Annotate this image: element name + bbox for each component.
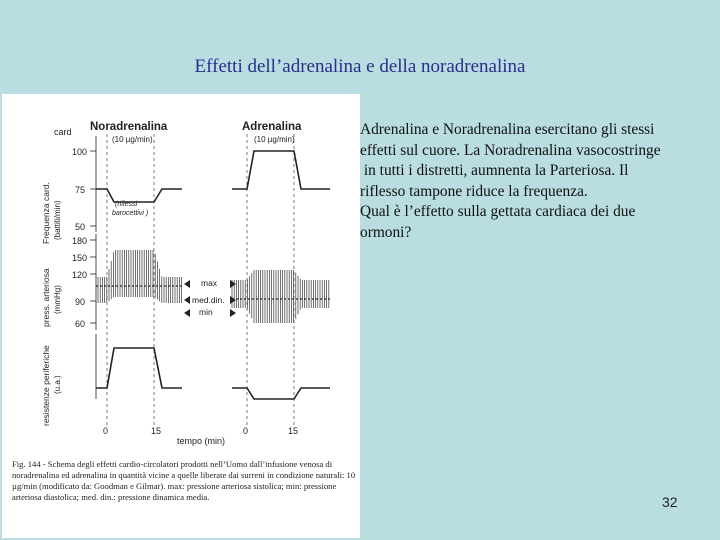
body-line: ormoni? (360, 223, 412, 241)
page-number: 32 (662, 494, 678, 510)
body-line: in tutti i distretti, aumnenta la Parteriosa. Il (360, 162, 629, 179)
body-text (360, 120, 712, 243)
col-adrenalina: Adrenalina (242, 121, 302, 133)
noradrenalina-freq-trace (96, 189, 182, 202)
body-line: effetti sul cuore. La Noradrenalina vasocostringe (360, 141, 661, 159)
x-tick: 15 (151, 426, 162, 436)
freq-tick: 75 (75, 185, 86, 195)
figure-panel (2, 94, 360, 538)
arrow-left-icon (184, 280, 190, 288)
ylabel-press-unit: (mmHg) (53, 285, 62, 314)
figure-caption: Fig. 144 - Schema degli effetti cardio-circolatori prodotti nell’Uomo dall’infusione venosa di noradrenalina ed adrenalina in quantità vicine a quelle liberate dai surreni in condizione naturali: 10 µg/min (modificato da: Goodman e Gilmar). max: pressione arteriosa sistolica; min: pressione arteriosa diastolica; med. din.: pressione dinamica media. (12, 459, 356, 502)
reflex-note-1: (riflessi (115, 201, 138, 208)
press-tick: 150 (72, 253, 88, 263)
x-tick: 15 (288, 426, 299, 436)
arrow-right-icon (230, 296, 236, 304)
ylabel-res: resistenze periferiche (41, 345, 51, 426)
noradrenalina-pressure-oscillation (98, 250, 182, 303)
press-tick: 90 (75, 297, 86, 307)
dose-right: (10 µg/min) (254, 135, 295, 144)
legend-med: med.din. (192, 295, 225, 305)
adrenalina-pressure-oscillation (232, 270, 329, 323)
legend-min: min (199, 307, 213, 317)
legend-max: max (201, 278, 218, 288)
x-axis-label: tempo (min) (177, 436, 226, 446)
noradrenalina-res-trace (96, 348, 182, 388)
ylabel-freq: Frequenza card. (41, 182, 51, 244)
arrow-right-icon (230, 280, 236, 288)
press-tick: 60 (75, 319, 86, 329)
arrow-left-icon (184, 309, 190, 317)
ylabel-freq-unit: (battiti/min) (53, 200, 62, 240)
slide-title: Effetti dell’adrenalina e della noradrenalina (194, 56, 526, 77)
body-line: Qual è l’effetto sulla gettata cardiaca dei due (360, 203, 636, 220)
arrow-right-icon (230, 309, 236, 317)
x-tick: 0 (243, 426, 249, 436)
reflex-note-2: barocettivi ) (112, 210, 149, 217)
col-noradrenalina: Noradrenalina (90, 121, 168, 133)
ylabel-press: press. arteriosa (41, 268, 51, 327)
arrow-left-icon (184, 296, 190, 304)
press-tick: 180 (72, 236, 88, 246)
press-tick: 120 (72, 270, 88, 280)
x-tick: 0 (103, 426, 109, 436)
ylabel-res-unit: (u.a.) (53, 375, 62, 394)
freq-tick: 50 (75, 222, 86, 232)
card-label: card (54, 127, 72, 137)
body-line: Adrenalina e Noradrenalina esercitano gli stessi (360, 121, 655, 138)
freq-tick: 100 (72, 147, 88, 157)
dose-left: (10 µg/min) (112, 135, 153, 144)
body-line: riflesso tampone riduce la frequenza. (360, 182, 588, 200)
